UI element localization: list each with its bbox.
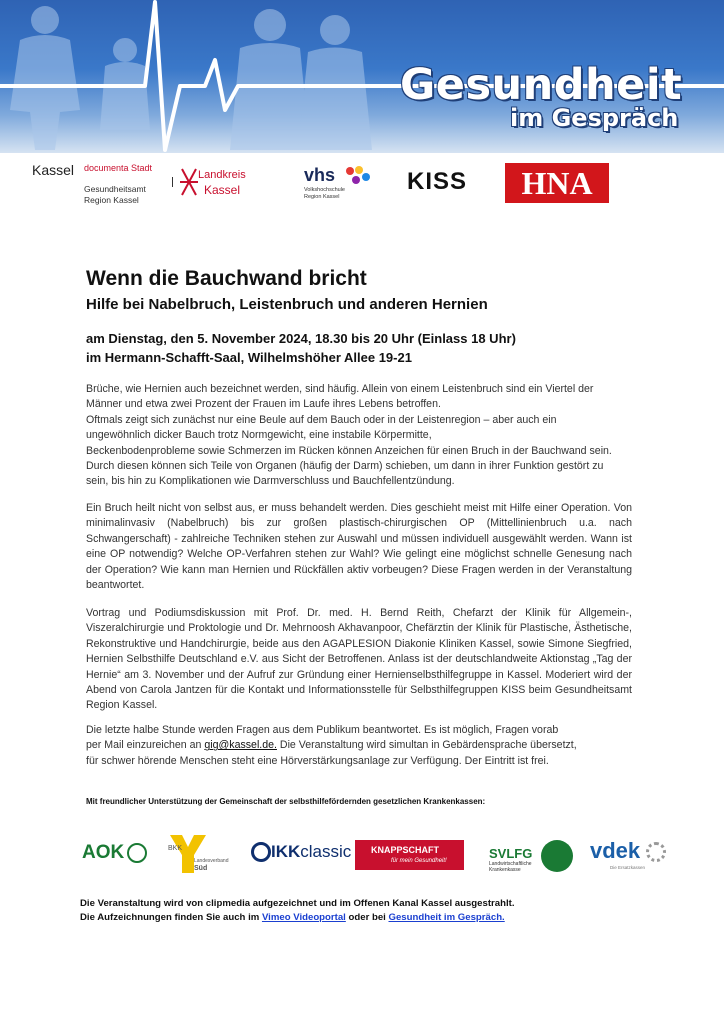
paragraph-line: Oftmals zeigt sich zunächst nur eine Beule auf dem Bauch oder in der Leistenregion – aber auch ein [86,413,557,426]
text-span: oder bei [345,912,389,923]
ikk-suffix: classic [300,842,352,861]
landkreis-line1: Landkreis [198,169,246,181]
knappschaft-name: KNAPPSCHAFT [371,845,440,855]
paragraph-line: sein, bis hin zu Komplikationen wie Darmverschluss und Bauchfellentzündung. [86,475,455,488]
logo-ikk-classic [251,842,351,862]
ikk-ring-icon [251,842,271,862]
paragraph-line: Beckenbodenprobleme sowie Schmerzen im Rücken können Anzeichen für einen Bruch in der Bauchwand sein. [86,444,612,457]
logo-landkreis-kassel [178,163,278,203]
kassel-city-text: Kassel [32,162,75,178]
logo-hna: HNA [505,163,609,203]
svlfg-emblem-icon [541,840,573,872]
text-span: per Mail einzureichen an [86,739,205,752]
paragraph-line: Brüche, wie Hernien auch bezeichnet werden, sind häufig. Allein von einem Leistenbruch sind ein Viertel der [86,383,594,395]
paragraph-line [86,738,632,753]
landkreis-line2: Kassel [204,183,241,197]
aok-emblem-icon [127,843,147,863]
logo-aok [82,842,147,864]
kassel-amt-line2: Region Kassel [84,195,139,205]
vhs-dots-icon [344,165,372,187]
svlfg-name: SVLFG [489,846,533,861]
paragraph-intro [86,382,632,490]
kassel-amt-line1: Gesundheitsamt [84,184,146,194]
paragraph-speakers: Vortrag und Podiumsdiskussion mit Prof. Dr. med. H. Bernd Reith, Chefarzt der Klinik für Allgemein-, Viszeralchirurgie und Proktologie und Dr. Mehrnoosh Akhavanpoor, Chefärztin der Klinik für Plastische, Ästhetische, Rekonstruktive und Handchirurgie, beide aus den AGAPLESION Diakonie Kliniken Kassel, sowie Simone Siegfried, Hernien Selbsthilfe Deutschland e.V. aus Sicht der Betroffenen. Anlass ist der deutschlandweite Aktionstag „Tag der Hernie“ am 3. November und der Aufruf zur Gründung einer Hernienselbsthilfegruppe in Kassel. Moderiert wird der Abend von Carola Jantzen für die Kontakt und Informationsstelle für Selbsthilfegruppen KISS beim Gesundheitsamt Region Kassel. [86,607,632,712]
kassel-documenta-text: documenta Stadt [84,163,153,173]
vhs-line2: Region Kassel [304,194,340,200]
logo-kiss: KISS [407,168,468,195]
paragraph-treatment: Ein Bruch heilt nicht von selbst aus, er muss behandelt werden. Dies geschieht meist mit Hilfe einer Operation. Von minimalinvasiv (Nabelbruch) bis zur großen plastisch-chirurgischen OP (Mittellinienbruch u.a. nach Schwangerschaft) - zahlreiche Techniken stehen zur Auswahl und müssen individuell ausgewählt werden. Wann ist eine OP notwendig? Welche OP-Verfahren stehen zur Wahl? Wie gelingt eine möglichst schnelle Genesung nach der Operation? Wie kann man Hernien und Rückfällen aktiv vorbeugen? Diese Fragen werden in der Veranstaltung beantwortet. [86,502,632,592]
paragraph-line: Männer und etwa zwei Prozent der Frauen im Laufe ihres Lebens betroffen. [86,398,441,411]
logo-divider [172,177,173,187]
vdek-dots-icon [646,842,666,862]
logo-svlfg [489,840,575,878]
event-venue: im Hermann-Schafft-Saal, Wilhelmshöher Allee 19-21 [86,350,412,365]
paragraph-line: Durch diesen können sich Teile von Organen (häufig der Darm) schieben, um dann in ihrer Funktion gestört zu [86,460,604,473]
paragraph-line: für schwer hörende Menschen steht eine Hörverstärkungsanlage zur Verfügung. Der Eintritt ist frei. [86,754,549,767]
svlfg-sub2: Krankenkasse [489,867,521,873]
bkk-text: BKK [168,845,183,852]
logo-vhs [304,165,374,205]
text-span: Die Aufzeichnungen finden Sie auch im [80,912,262,923]
header-banner [0,0,724,153]
brand-subtitle: im Gespräch [510,104,679,132]
vdek-name: vdek [590,838,641,863]
landkreis-emblem-icon [178,165,200,199]
vimeo-link[interactable]: Vimeo Videoportal [261,912,346,923]
bkk-sub1: Landesverband [194,858,229,864]
bkk-sub2: Süd [194,865,208,872]
event-title: Wenn die Bauchwand bricht [86,267,367,290]
email-link[interactable]: gig@kassel.de. [204,739,277,752]
logo-bkk [168,833,234,875]
gig-link[interactable]: Gesundheit im Gespräch. [388,912,505,923]
knappschaft-slogan: für mein Gesundheit! [391,858,447,864]
paragraph-line: ungewöhnlich dicker Bauch trotz Normgewicht, eine instabile Körpermitte, [86,429,432,442]
event-subtitle: Hilfe bei Nabelbruch, Leistenbruch und anderen Hernien [86,296,488,313]
footer-line2 [80,911,515,925]
aok-text: AOK [82,842,125,863]
support-line: Mit freundlicher Unterstützung der Gemeinschaft der selbsthilfefördernden gesetzlichen Krankenkassen: [86,797,486,806]
vhs-line1: Volkshochschule [304,187,345,193]
paragraph-questions [86,723,632,769]
logo-knappschaft [355,840,464,870]
text-span: Die Veranstaltung wird simultan in Gebärdensprache übersetzt, [276,739,577,752]
event-date: am Dienstag, den 5. November 2024, 18.30 bis 20 Uhr (Einlass 18 Uhr) [86,331,516,346]
vhs-name: vhs [304,165,336,185]
footer-note [80,897,515,925]
svlfg-sub1: Landwirtschaftliche [489,861,532,867]
ikk-prefix: IKK [271,842,301,861]
footer-line1: Die Veranstaltung wird von clipmedia aufgezeichnet und im Offenen Kanal Kassel ausgestrahlt. [80,898,515,909]
logo-vdek [590,838,676,874]
paragraph-line: Die letzte halbe Stunde werden Fragen aus dem Publikum beantwortet. Es ist möglich, Fragen vorab [86,724,559,736]
brand-title: Gesundheit [400,60,683,110]
vdek-sub: Die Ersatzkassen [610,865,646,870]
